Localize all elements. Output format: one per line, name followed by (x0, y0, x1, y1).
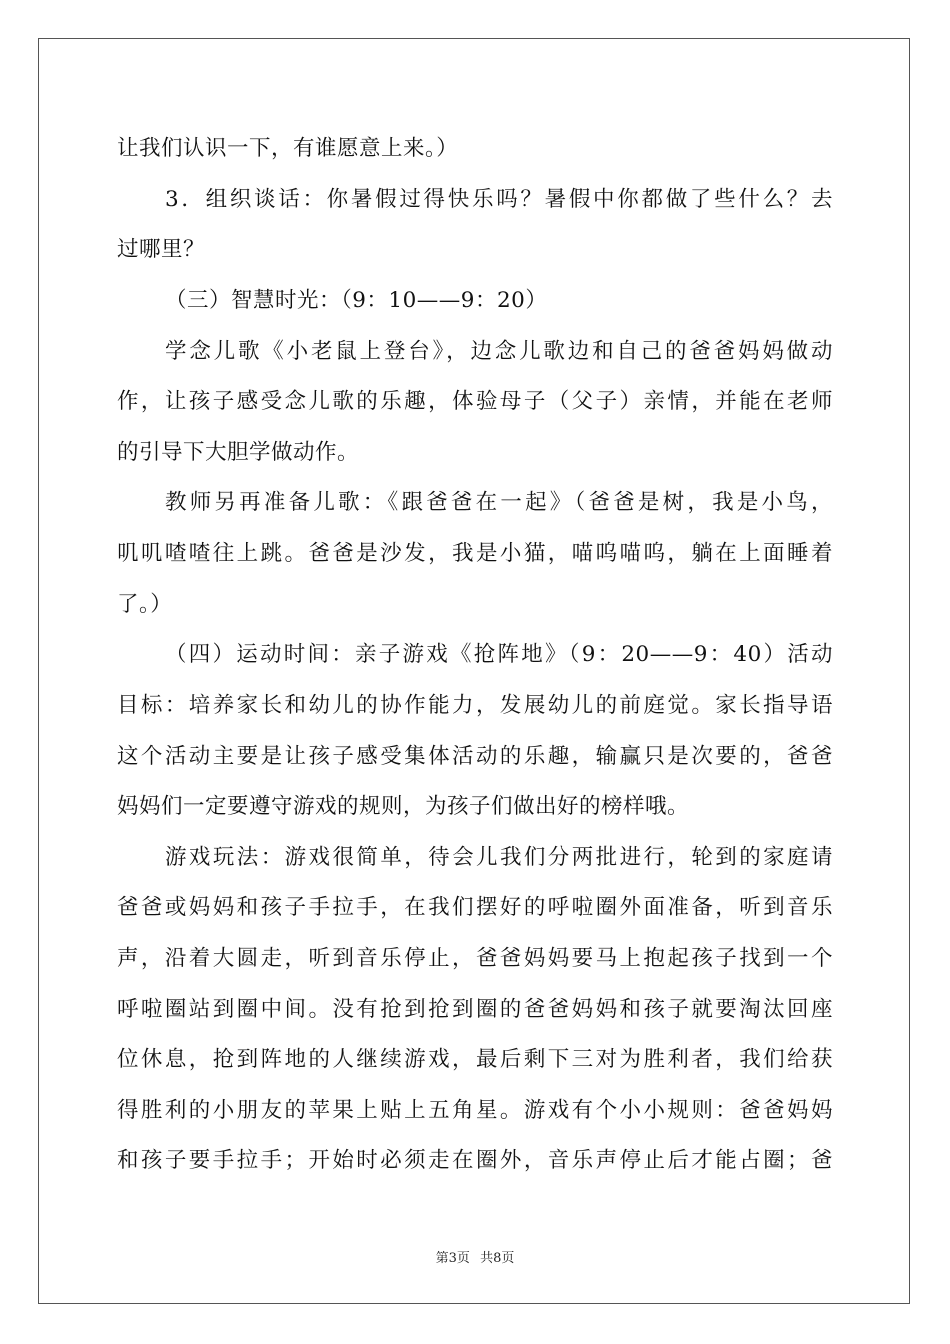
text-line: 妈妈们一定要遵守游戏的规则，为孩子们做出好的榜样哦。 (117, 794, 690, 819)
text-line: 和孩子要手拉手；开始时必须走在圈外，音乐声停止后才能占圈；爸 (117, 1148, 833, 1173)
text-line: 了。） (117, 592, 173, 617)
text-line: 声，沿着大圆走，听到音乐停止，爸爸妈妈要马上抱起孩子找到一个 (117, 946, 833, 971)
page-number: 第3页 (435, 1251, 470, 1266)
text-line: 教师另再准备儿歌：《跟爸爸在一起》（爸爸是树，我是小鸟， (165, 490, 833, 515)
text-line: 目标：培养家长和幼儿的协作能力，发展幼儿的前庭觉。家长指导语 (117, 693, 833, 718)
text-line: 游戏玩法：游戏很简单，待会儿我们分两批进行，轮到的家庭请 (165, 845, 833, 870)
section-heading: （三）智慧时光：（9：10——9：20） (165, 288, 548, 313)
page-footer (0, 1247, 950, 1266)
text-line: 这个活动主要是让孩子感受集体活动的乐趣，输赢只是次要的，爸爸 (117, 744, 833, 769)
text-line: 的引导下大胆学做动作。 (117, 440, 360, 465)
text-line: 3．组织谈话：你暑假过得快乐吗？暑假中你都做了些什么？去 (165, 187, 833, 212)
section-heading: （四）运动时间：亲子游戏《抢阵地》（9：20——9：40）活动 (165, 642, 833, 667)
text-line: 过哪里？ (117, 237, 206, 262)
text-line: 叽叽喳喳往上跳。爸爸是沙发，我是小猫，喵呜喵呜，躺在上面睡着 (117, 541, 833, 566)
text-line: 位休息，抢到阵地的人继续游戏，最后剩下三对为胜利者，我们给获 (117, 1047, 833, 1072)
text-line: 作，让孩子感受念儿歌的乐趣，体验母子（父子）亲情，并能在老师 (117, 389, 833, 414)
text-line: 学念儿歌《小老鼠上登台》，边念儿歌边和自己的爸爸妈妈做动 (165, 339, 833, 364)
text-line: 爸爸或妈妈和孩子手拉手，在我们摆好的呼啦圈外面准备，听到音乐 (117, 895, 833, 920)
text-line: 呼啦圈站到圈中间。没有抢到抢到圈的爸爸妈妈和孩子就要淘汰回座 (117, 997, 833, 1022)
text-line: 让我们认识一下，有谁愿意上来。） (117, 136, 459, 161)
text-line: 得胜利的小朋友的苹果上贴上五角星。游戏有个小小规则：爸爸妈妈 (117, 1098, 833, 1123)
page-total: 共8页 (480, 1251, 515, 1266)
